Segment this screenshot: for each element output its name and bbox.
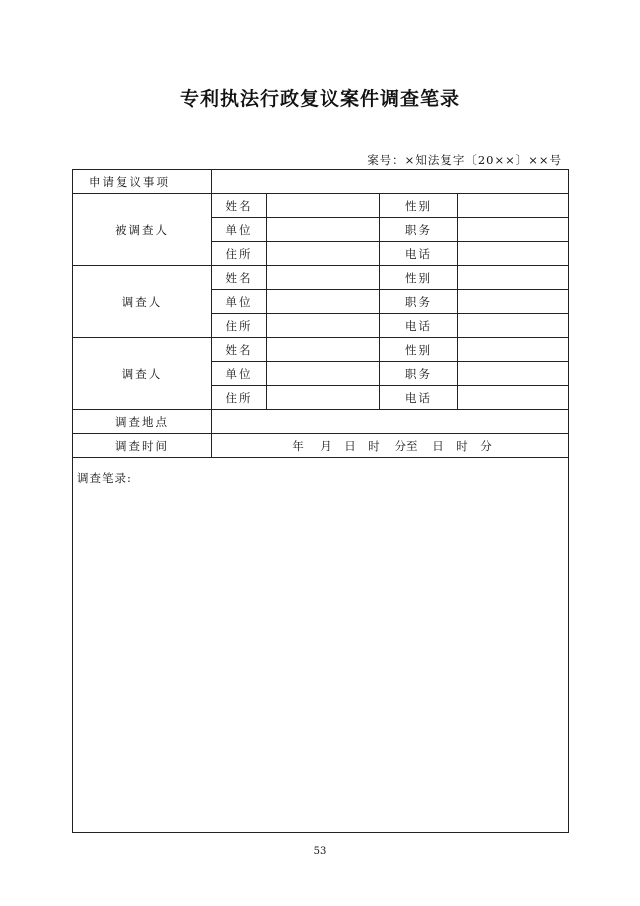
case-number: 案号：×知法复字〔20××〕××号 [367,153,562,167]
field-label-unit: 单位 [212,362,267,386]
investigation-record-table [72,169,569,833]
field-label-address: 住所 [212,242,267,266]
request-matter-label: 申请复议事项 [73,170,212,194]
investigator2-position-field[interactable] [458,362,569,386]
notes-area[interactable] [73,458,569,833]
respondent-label: 被调查人 [73,194,212,266]
field-label-phone: 电话 [380,242,458,266]
respondent-position-field[interactable] [458,218,569,242]
investigator2-label: 调查人 [73,338,212,410]
investigator1-phone-field[interactable] [458,314,569,338]
notes-label: 调查笔录: [77,471,132,485]
time-unit-hour-end: 时 [456,438,468,453]
investigator1-address-field[interactable] [267,314,380,338]
location-row [73,410,569,434]
field-label-name: 姓名 [212,194,267,218]
time-unit-minute-to: 分至 [394,438,418,453]
time-row [73,434,569,458]
field-label-position: 职务 [380,362,458,386]
field-label-phone: 电话 [380,314,458,338]
investigator2-phone-field[interactable] [458,386,569,410]
investigator2-gender-field[interactable] [458,338,569,362]
respondent-row-name [73,194,569,218]
investigator1-position-field[interactable] [458,290,569,314]
investigator2-row-name [73,338,569,362]
investigator1-name-field[interactable] [267,266,380,290]
respondent-gender-field[interactable] [458,194,569,218]
field-label-gender: 性别 [380,338,458,362]
notes-row [73,458,569,833]
time-unit-hour: 时 [368,438,380,453]
respondent-name-field[interactable] [267,194,380,218]
request-matter-row [73,170,569,194]
time-unit-day: 日 [344,438,356,453]
field-label-gender: 性别 [380,194,458,218]
page-number: 53 [313,846,327,857]
investigator2-name-field[interactable] [267,338,380,362]
investigator2-address-field[interactable] [267,386,380,410]
field-label-address: 住所 [212,314,267,338]
time-unit-minute-end: 分 [480,438,492,453]
investigator1-row-name [73,266,569,290]
investigator1-label: 调查人 [73,266,212,338]
field-label-name: 姓名 [212,338,267,362]
field-label-position: 职务 [380,218,458,242]
respondent-unit-field[interactable] [267,218,380,242]
field-label-position: 职务 [380,290,458,314]
investigator1-unit-field[interactable] [267,290,380,314]
field-label-address: 住所 [212,386,267,410]
document-title: 专利执法行政复议案件调查笔录 [179,88,460,110]
investigator1-gender-field[interactable] [458,266,569,290]
respondent-address-field[interactable] [267,242,380,266]
time-label: 调查时间 [73,434,212,458]
field-label-phone: 电话 [380,386,458,410]
field-label-unit: 单位 [212,290,267,314]
time-unit-day-end: 日 [432,438,444,453]
time-unit-year: 年 [292,438,304,453]
field-label-name: 姓名 [212,266,267,290]
request-matter-field[interactable] [212,170,569,194]
time-field[interactable] [212,434,569,458]
field-label-gender: 性别 [380,266,458,290]
location-label: 调查地点 [73,410,212,434]
investigator2-unit-field[interactable] [267,362,380,386]
time-unit-month: 月 [320,438,332,453]
respondent-phone-field[interactable] [458,242,569,266]
location-field[interactable] [212,410,569,434]
field-label-unit: 单位 [212,218,267,242]
